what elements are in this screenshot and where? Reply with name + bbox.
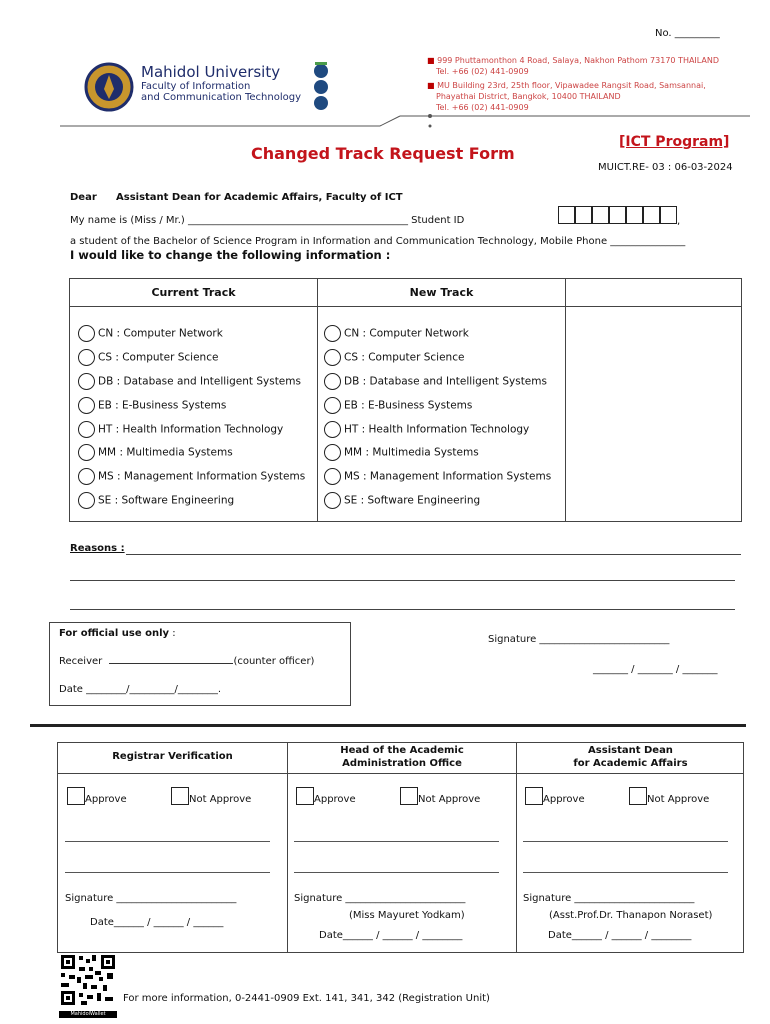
name-line: My name is (Miss / Mr.) ____________________________________________ Student ID [70,215,465,226]
registrar-signature[interactable]: Signature ________________________ [65,893,237,904]
academic-admin-header: Head of the Academic Administration Office [340,745,464,769]
new-track-se[interactable]: SE : Software Engineering [324,492,480,509]
current-track-cn[interactable]: CN : Computer Network [78,325,223,342]
form-code: MUICT.RE- 03 : 06-03-2024 [598,162,733,173]
radio-icon[interactable] [78,373,95,390]
checkbox-icon[interactable] [525,787,543,805]
academic-comment-line-1[interactable] [294,841,499,842]
radio-icon[interactable] [78,444,95,461]
faculty-name-line1: Faculty of Information [141,81,251,92]
radio-icon[interactable] [78,421,95,438]
faculty-name-line2: and Communication Technology [141,92,302,103]
radio-icon[interactable] [324,421,341,438]
header-divider [60,112,750,132]
checkbox-icon[interactable] [67,787,85,805]
footer-info: For more information, 0-2441-0909 Ext. 141, 341, 342 (Registration Unit) [123,993,490,1004]
student-program-line: a student of the Bachelor of Science Program in Information and Communication Technology, Mobile Phone _______________ [70,236,686,247]
applicant-signature[interactable]: Signature __________________________ [488,634,670,645]
academic-approve-option[interactable]: Approve [296,787,356,805]
dean-signer-name: (Asst.Prof.Dr. Thanapon Noraset) [549,910,713,921]
new-track-ht[interactable]: HT : Health Information Technology [324,421,529,438]
dean-approve-option[interactable]: Approve [525,787,585,805]
new-track-ms[interactable]: MS : Management Information Systems [324,468,551,485]
radio-icon[interactable] [78,325,95,342]
checkbox-icon[interactable] [400,787,418,805]
radio-icon[interactable] [324,325,341,342]
dear-label: Dear [70,192,97,203]
registrar-date[interactable]: Date______ / ______ / ______ [90,917,224,928]
dear-recipient: Assistant Dean for Academic Affairs, Faculty of ICT [116,192,403,203]
registrar-not-approve-option[interactable]: Not Approve [171,787,251,805]
radio-icon[interactable] [78,468,95,485]
new-track-eb[interactable]: EB : E-Business Systems [324,397,472,414]
new-track-cn[interactable]: CN : Computer Network [324,325,469,342]
radio-icon[interactable] [324,444,341,461]
current-track-ms[interactable]: MS : Management Information Systems [78,468,305,485]
dean-not-approve-option[interactable]: Not Approve [629,787,709,805]
dean-signature[interactable]: Signature ________________________ [523,893,695,904]
ict-emblem-logo [306,62,336,112]
section-divider [30,724,746,727]
reasons-line-3[interactable] [70,609,735,610]
applicant-signature-date[interactable]: _______ / _______ / _______ [593,664,718,675]
receiver-row[interactable]: Receiver (counter officer) [59,656,315,667]
radio-icon[interactable] [324,468,341,485]
program-label: [ICT Program] [619,134,730,150]
current-track-eb[interactable]: EB : E-Business Systems [78,397,226,414]
radio-icon[interactable] [324,397,341,414]
change-heading: I would like to change the following information : [70,248,391,262]
radio-icon[interactable] [78,397,95,414]
new-track-cs[interactable]: CS : Computer Science [324,349,464,366]
current-track-header: Current Track [151,286,236,299]
academic-comment-line-2[interactable] [294,872,499,873]
official-use-title: For official use only : [59,628,176,639]
current-track-se[interactable]: SE : Software Engineering [78,492,234,509]
current-track-ht[interactable]: HT : Health Information Technology [78,421,283,438]
radio-icon[interactable] [78,492,95,509]
reasons-label: Reasons : [70,543,125,554]
new-track-header: New Track [409,286,474,299]
student-id-boxes[interactable]: , [558,206,680,228]
document-number: No. _________ [655,28,720,39]
address-salaya: ■ 999 Phuttamonthon 4 Road, Salaya, Nakhon Pathom 73170 THAILAND Tel. +66 (02) 441-0909 [427,56,720,76]
reasons-line-2[interactable] [70,580,735,581]
radio-icon[interactable] [324,492,341,509]
current-track-mm[interactable]: MM : Multimedia Systems [78,444,233,461]
university-name: Mahidol University [141,63,281,81]
current-track-cs[interactable]: CS : Computer Science [78,349,218,366]
registrar-comment-line-1[interactable] [65,841,270,842]
official-date-row[interactable]: Date ________/_________/________. [59,684,222,695]
dean-date[interactable]: Date______ / ______ / ________ [548,930,692,941]
checkbox-icon[interactable] [629,787,647,805]
radio-icon[interactable] [324,373,341,390]
checkbox-icon[interactable] [296,787,314,805]
academic-not-approve-option[interactable]: Not Approve [400,787,480,805]
assistant-dean-header: Assistant Dean for Academic Affairs [573,745,688,769]
form-title: Changed Track Request Form [251,144,515,163]
qr-caption: MahidolWallet [59,1011,117,1018]
address-phayathai: ■ MU Building 23rd, 25th floor, Vipawadee Rangsit Road, Samsannai, Phayathai District, Bangkok, 10400 THAILAND Tel. +66 (02) 441-0909 [427,81,706,112]
qr-code-icon [59,953,117,1015]
official-use-box [49,622,351,706]
radio-icon[interactable] [78,349,95,366]
academic-date[interactable]: Date______ / ______ / ________ [319,930,463,941]
dean-comment-line-1[interactable] [523,841,728,842]
academic-signature[interactable]: Signature ________________________ [294,893,466,904]
checkbox-icon[interactable] [171,787,189,805]
dean-comment-line-2[interactable] [523,872,728,873]
radio-icon[interactable] [324,349,341,366]
mahidol-seal-logo [84,62,134,112]
registrar-verification-header: Registrar Verification [112,751,233,762]
reasons-line-1[interactable] [126,554,741,555]
registrar-comment-line-2[interactable] [65,872,270,873]
new-track-mm[interactable]: MM : Multimedia Systems [324,444,479,461]
new-track-db[interactable]: DB : Database and Intelligent Systems [324,373,547,390]
current-track-db[interactable]: DB : Database and Intelligent Systems [78,373,301,390]
academic-signer-name: (Miss Mayuret Yodkam) [349,910,465,921]
registrar-approve-option[interactable]: Approve [67,787,127,805]
